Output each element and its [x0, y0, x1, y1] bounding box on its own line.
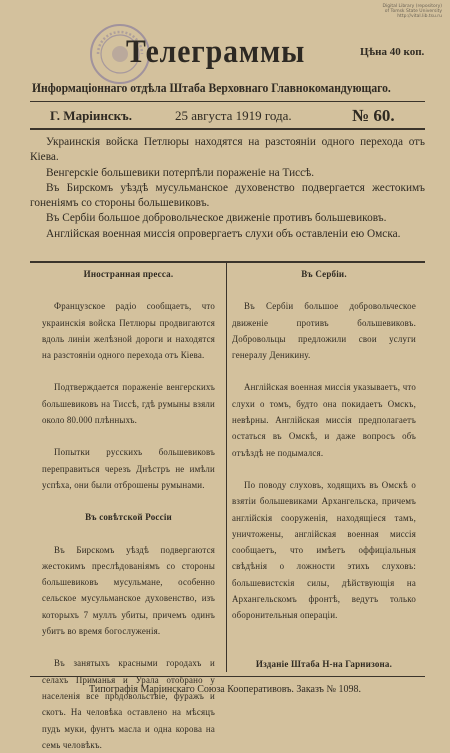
column-divider — [226, 262, 227, 672]
article-paragraph: Французское радіо сообщаетъ, что украинскія войска Петлюры продвигаются вдоль линіи желѣзной дороги и находятся на разстояніи одного перехода отъ Кіева. — [42, 301, 215, 361]
section-divider — [30, 261, 425, 263]
section-heading: Иностранная пресса. — [83, 269, 174, 279]
article-paragraph: По поводу слуховъ, ходящихъ въ Омскѣ о взятіи большевиками Архангельска, причемъ англійскія сооруженія, находящіеся тамъ, уничтожены, англійская военная миссія сообщаетъ, что имѣетъ оффиціальныя свѣдѣнія о ложности этихъ слуховъ: большевистскія силы, дѣйствующія на Архангельскомъ фронтѣ, ведутъ только оборонительныя операціи. — [232, 479, 416, 621]
article-paragraph: Подтверждается пораженіе венгерскихъ большевиковъ на Тиссѣ, гдѣ румыны взяли около 80.000 плѣнныхъ. — [42, 382, 215, 426]
news-item: Англійская военная миссія опровергаетъ слухи объ оставленіи ею Омска. — [46, 227, 401, 240]
publisher-signature: Изданіе Штаба Н-на Гарнизона. — [255, 658, 393, 669]
right-column — [232, 266, 416, 672]
news-item: Венгерскіе большевики потерпѣли пораженіе на Тиссѣ. — [46, 166, 315, 179]
news-item: Въ Бирскомъ уѣздѣ мусульманское духовенство подвергается жестокимъ гоненіямъ со стороны большевиковъ. — [30, 181, 425, 210]
price-label: Цѣна 40 коп. — [360, 46, 425, 58]
left-column — [42, 266, 215, 753]
article-paragraph: Въ Сербіи большое добровольческое движеніе противъ большевиковъ. Добровольцы предложили свои услуги генералу Деникину. — [232, 301, 416, 361]
printer-imprint: Типографія Маріинскаго Союза Кооперативовъ. Заказъ № 1098. — [89, 684, 361, 695]
footer-rule — [30, 676, 425, 677]
news-item: Въ Сербіи большое добровольческое движеніе противъ большевиковъ. — [46, 212, 387, 225]
news-summary — [30, 135, 425, 242]
issue-number: № 60. — [352, 106, 395, 125]
issue-place: Г. Маріинскъ. — [50, 108, 132, 123]
newspaper-subtitle: Информаціоннаго отдѣла Штаба Верховнаго Главнокомандующаго. — [32, 81, 391, 95]
section-heading: Въ Сербіи. — [301, 269, 347, 279]
header-rule-top — [30, 101, 425, 102]
header-rule-bottom — [30, 128, 425, 130]
article-paragraph: Англійская военная миссія указываетъ, что слухи о томъ, будто она покидаетъ Омскъ, невѣрны. Англійская миссія предполагаетъ остаться въ Омскѣ, и даже вопросъ объ отъѣздѣ не подымался. — [232, 382, 416, 458]
news-item: Украинскія войска Петлюры находятся на разстояніи одного перехода отъ Кіева. — [30, 136, 425, 164]
article-paragraph: Въ Бирскомъ уѣздѣ подвергаются жестокимъ преслѣдованіямъ со стороны большевиковъ мусульмане, особенно сельское мусульманское духовенство, изъ которыхъ 7 муллъ убиты, причемъ одинъ убитъ во время богослуженія. — [42, 544, 215, 637]
section-heading: Въ совѣтской Россіи — [85, 512, 172, 523]
issue-date: 25 августа 1919 года. — [175, 108, 292, 123]
newspaper-title: Телеграммы — [126, 34, 306, 70]
article-paragraph: Въ занятыхъ красными городахъ и селахъ Приманья и Урала отобрано у населенія все продовольствіе, фуражъ и скотъ. На человѣка оставлено на мѣсяцъ пудъ муки, фунтъ масла и одна корова на семь человѣкъ. — [42, 658, 215, 750]
library-watermark: Digital Library (repository) of Tomsk State University http://vital.lib.tsu.ru — [382, 4, 442, 19]
article-paragraph: Попытки русскихъ большевиковъ переправиться черезъ Днѣстръ не имѣли успѣха, они были отброшены румынами. — [42, 447, 215, 490]
